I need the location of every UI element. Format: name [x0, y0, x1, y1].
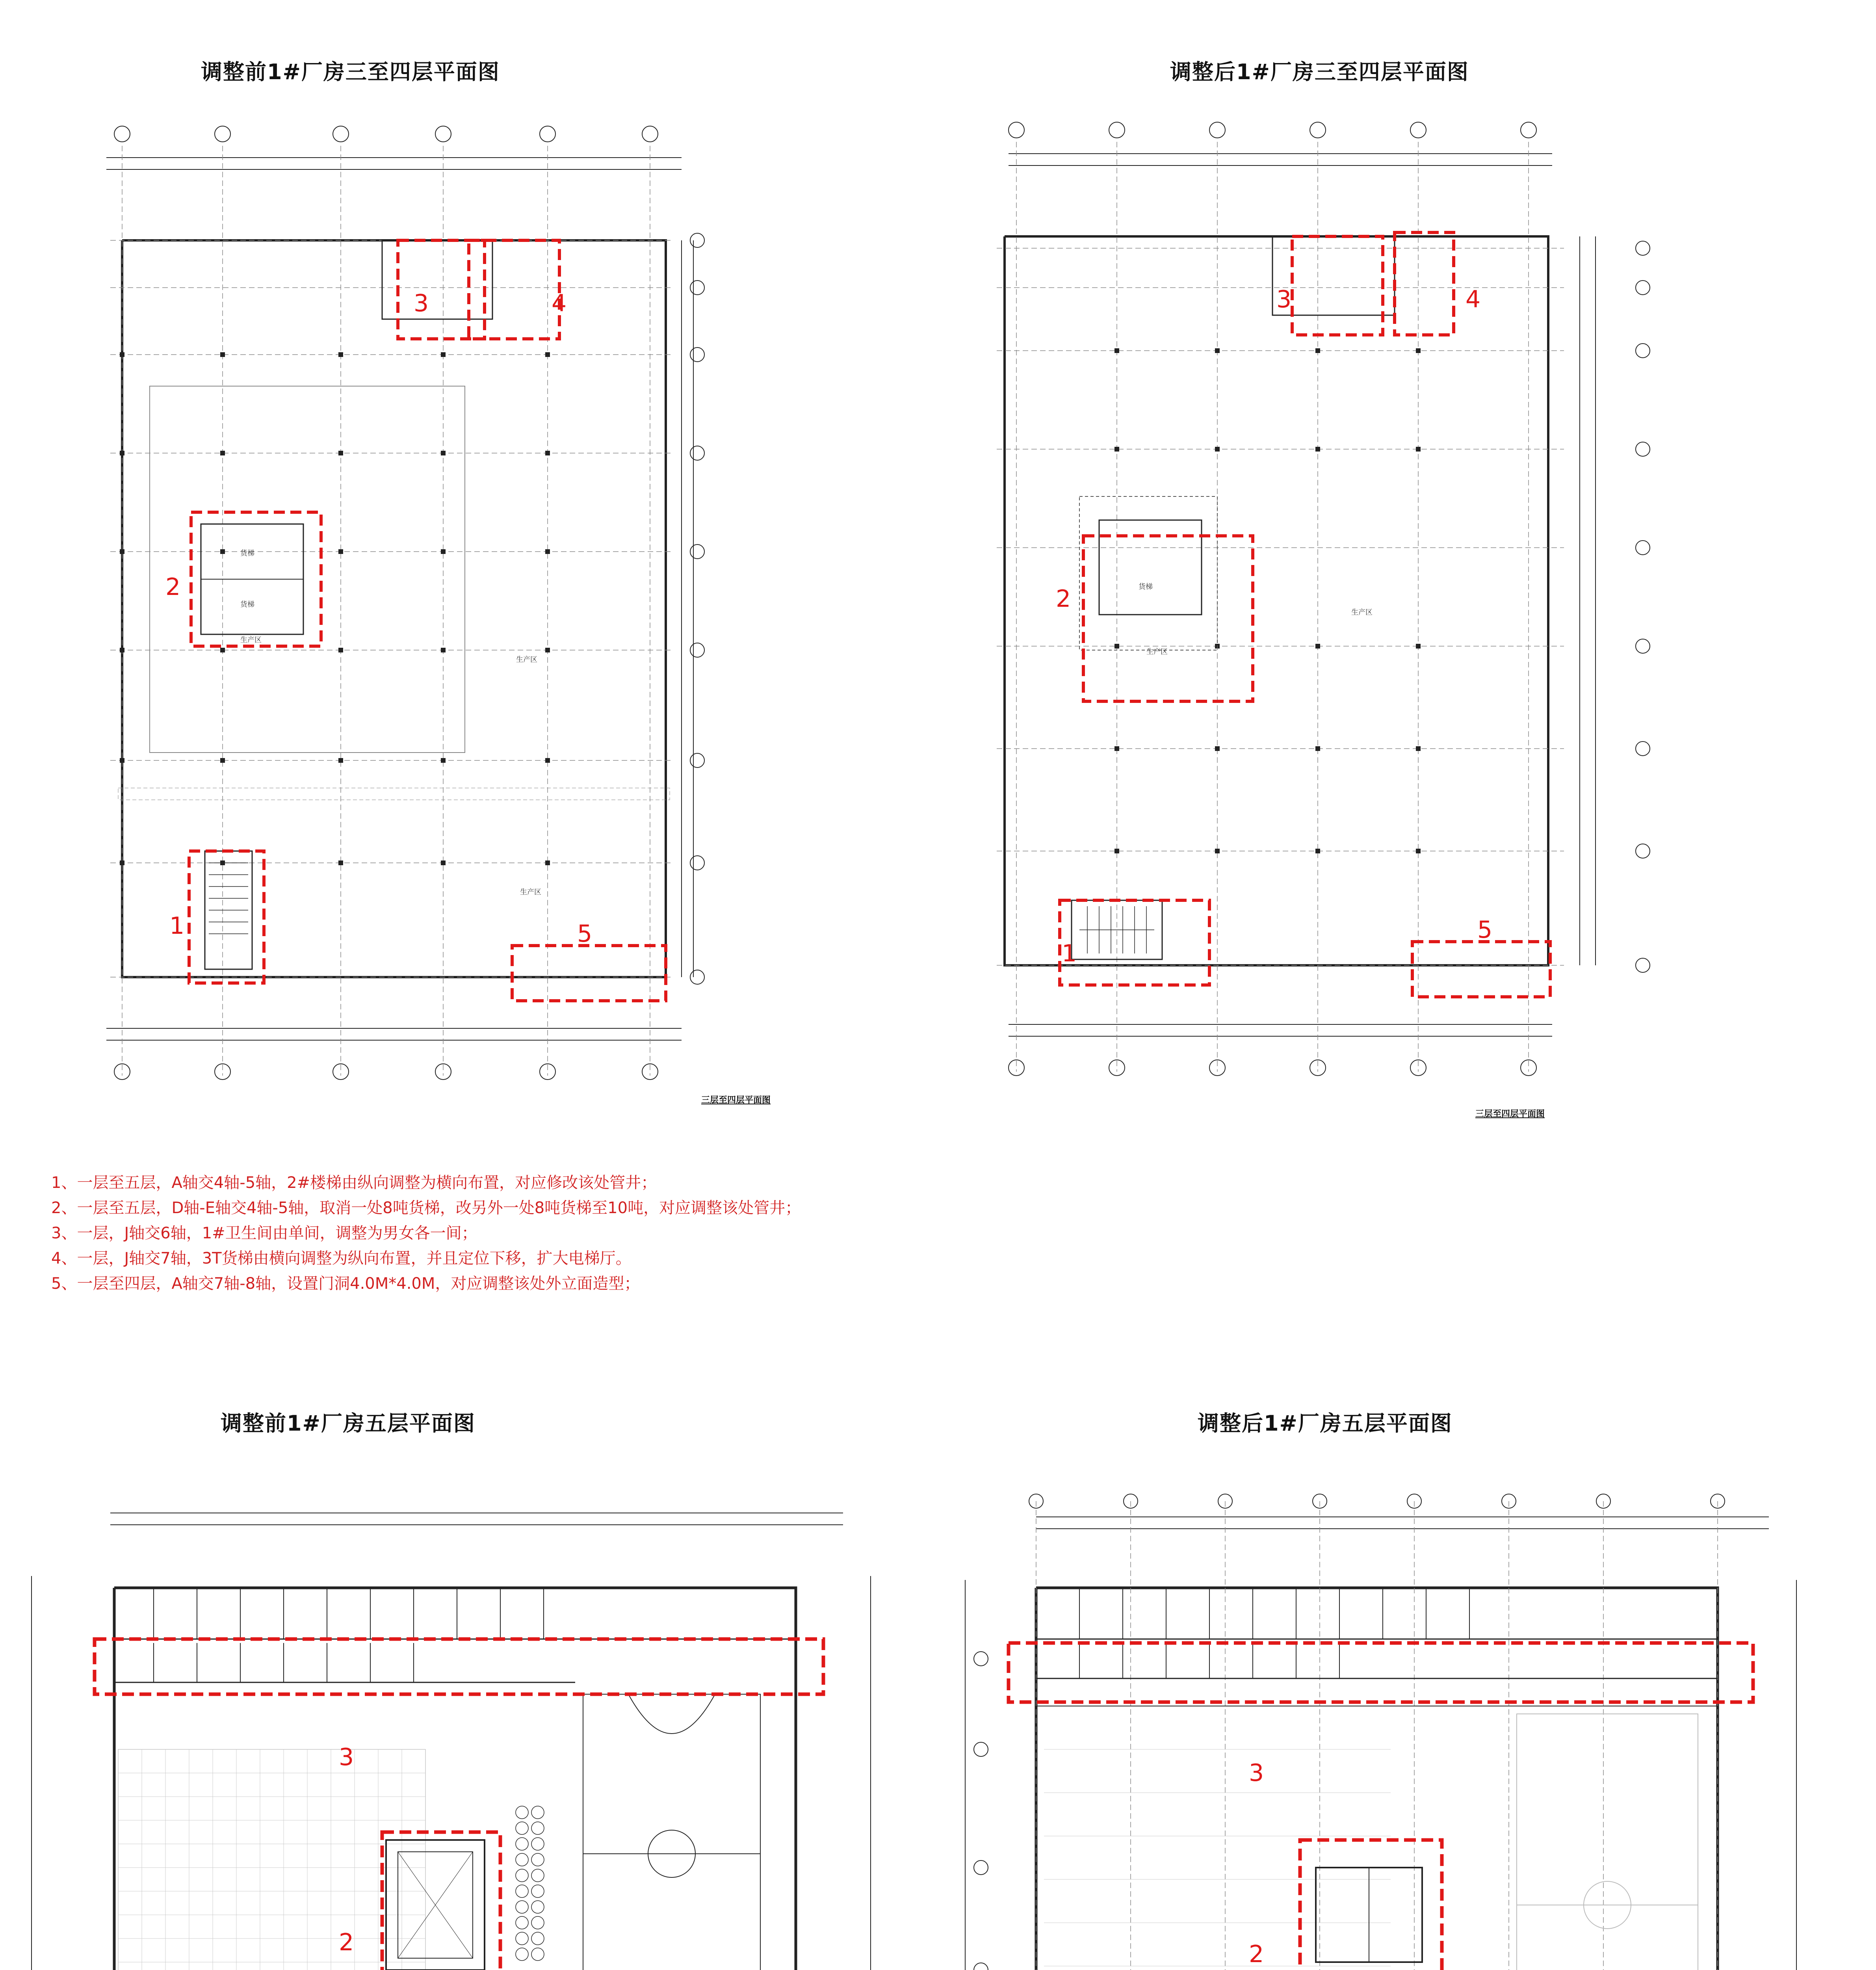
- floor-plan-before-5: [24, 1497, 898, 1970]
- marker-5: 5: [577, 920, 593, 948]
- floor-plan-before-34: [98, 122, 705, 1087]
- title-after-34: 调整后1#厂房三至四层平面图: [1170, 59, 1469, 84]
- label-elevator: 货梯: [240, 600, 254, 609]
- title-before-34: 调整前1#厂房三至四层平面图: [201, 59, 500, 84]
- notes-floors-34: [51, 1170, 801, 1296]
- marker-3: 3: [414, 290, 429, 317]
- floor-plan-after-5: [957, 1493, 1824, 1970]
- note-item: 2、一层至五层，D轴-E轴交4轴-5轴，取消一处8吨货梯，改另外一处8吨货梯至10吨，对应调整该处管井；: [51, 1199, 801, 1217]
- marker-2: 2: [1249, 1940, 1264, 1968]
- marker-2: 2: [1056, 585, 1071, 613]
- title-after-5: 调整后1#厂房五层平面图: [1198, 1411, 1453, 1436]
- label-production: 生产区: [520, 888, 541, 896]
- note-item: 4、一层，J轴交7轴，3T货梯由横向调整为纵向布置，并且定位下移，扩大电梯厅。: [51, 1249, 632, 1267]
- drawing-stamp: 三层至四层平面图: [701, 1095, 771, 1105]
- label-elevator: 货梯: [240, 549, 254, 558]
- note-item: 5、一层至四层，A轴交7轴-8轴，设置门洞4.0M*4.0M，对应调整该处外立面造型；: [51, 1275, 640, 1293]
- note-item: 3、一层，J轴交6轴，1#卫生间由单间，调整为男女各一间；: [51, 1224, 477, 1242]
- marker-1: 1: [169, 912, 185, 940]
- marker-3: 3: [1249, 1759, 1264, 1787]
- label-production: 生产区: [516, 656, 537, 664]
- note-item: 1、一层至五层，A轴交4轴-5轴，2#楼梯由纵向调整为横向布置，对应修改该处管井；: [51, 1174, 657, 1192]
- title-before-5: 调整前1#厂房五层平面图: [221, 1411, 476, 1436]
- marker-3: 3: [1276, 286, 1292, 313]
- label-production: 生产区: [240, 636, 262, 644]
- marker-4: 4: [1466, 286, 1481, 313]
- marker-2: 2: [339, 1929, 354, 1956]
- label-production: 生产区: [1146, 648, 1168, 656]
- marker-2: 2: [165, 573, 181, 601]
- floor-plan-after-34: [981, 118, 1659, 1135]
- drawing-stamp: 三层至四层平面图: [1475, 1109, 1545, 1119]
- marker-1: 1: [1062, 940, 1077, 967]
- marker-4: 4: [552, 290, 567, 317]
- label-production: 生产区: [1351, 608, 1373, 617]
- marker-5: 5: [1477, 916, 1493, 944]
- marker-3: 3: [339, 1743, 354, 1771]
- label-elevator: 货梯: [1139, 583, 1153, 591]
